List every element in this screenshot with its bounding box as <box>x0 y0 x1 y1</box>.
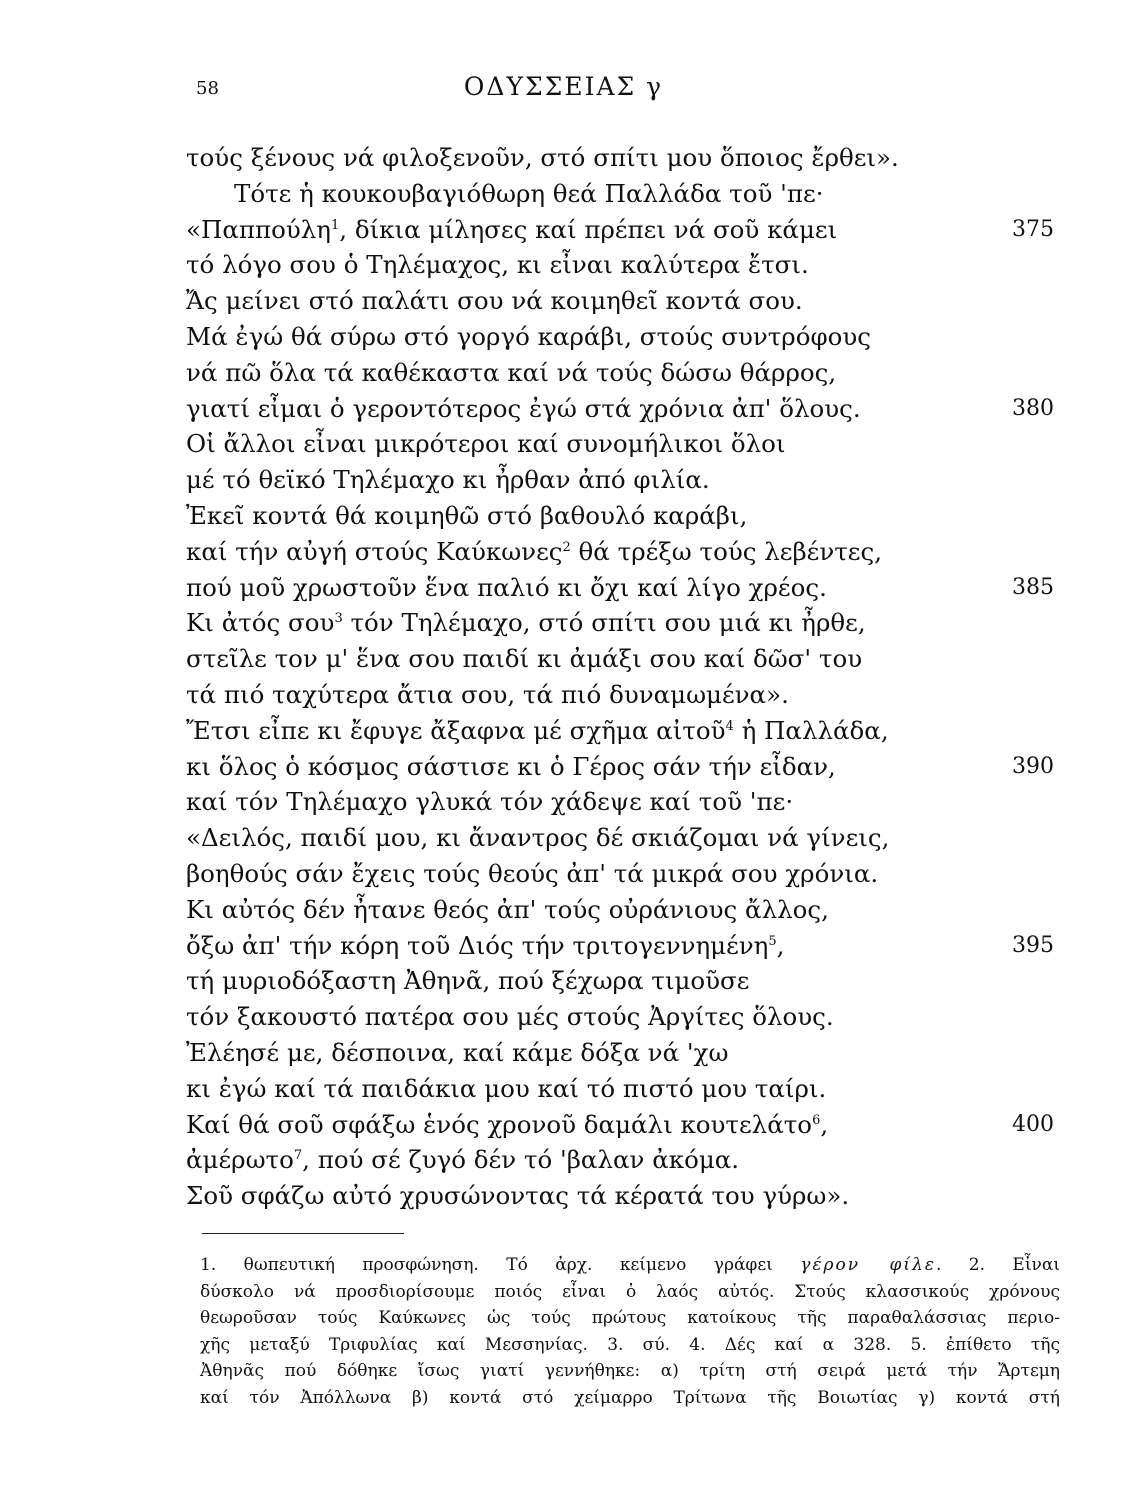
footnote-marker: 6 <box>812 1112 821 1128</box>
verse-text: Μά ἐγώ θά σύρω στό γοργό καράβι, στούς συντρόφους <box>186 321 871 351</box>
verse-text: ἀμέρωτο$^7$, πού σέ ζυγό δέν τό 'βαλαν ἀκόμα. <box>186 1145 740 1175</box>
verse-line <box>186 176 1066 212</box>
verse-line <box>186 892 1066 928</box>
verse-text: βοηθούς σάν ἔχεις τούς θεούς ἀπ' τά μικρά σου χρόνια. <box>186 858 879 888</box>
verse-line <box>186 355 1066 391</box>
footnote-marker: 2 <box>562 539 571 555</box>
line-number: 375 <box>1012 216 1054 242</box>
verse-text: τή μυριοδόξαστη Ἀθηνᾶ, πού ξέχωρα τιμοῦσε <box>186 966 750 996</box>
verse-line <box>186 498 1066 534</box>
footnote-line: θεωροῦσαν τούς Καύκωνες ὡς τούς πρώτους κατοίκους τῆς παραθαλάσσιας περιο- <box>200 1308 1060 1328</box>
verse-line <box>186 247 1066 283</box>
verse-text: τόν ξακουστό πατέρα σου μές στούς Ἀργίτες ὅλους. <box>186 1002 834 1032</box>
verse-line <box>186 319 1066 355</box>
verse-line <box>186 1035 1066 1071</box>
verse-line <box>186 820 1066 856</box>
footnote-marker: 3 <box>334 611 343 627</box>
verse-line <box>186 784 1066 820</box>
line-number: 395 <box>1012 932 1054 958</box>
verse-line <box>186 963 1066 999</box>
footnote-marker: 1 <box>330 217 340 233</box>
footnote-line: καί τόν Ἀπόλλωνα β) κοντά στό χείμαρρο Τρίτωνα τῆς Βοιωτίας γ) κοντά στή <box>200 1387 1060 1408</box>
verse-text: Καί θά σοῦ σφάξω ἑνός χρονοῦ δαμάλι κουτελάτο$^6$, <box>186 1109 829 1139</box>
verse-text: «Δειλός, παιδί μου, κι ἄναντρος δέ σκιάζομαι νά γίνεις, <box>186 823 890 853</box>
footnote-marker: 7 <box>293 1148 303 1164</box>
verse-text: Κι ἀτός σου$^3$ τόν Τηλέμαχο, στό σπίτι σου μιά κι ἦρθε, <box>186 608 866 638</box>
verse-line <box>186 1142 1066 1178</box>
verse-text: τούς ξένους νά φιλοξενοῦν, στό σπίτι μου ὅποιος ἔρθει». <box>186 143 899 172</box>
verse-text: Σοῦ σφάζω αὐτό χρυσώνοντας τά κέρατά του γύρω». <box>186 1181 850 1211</box>
verse-line <box>186 749 1066 785</box>
verse-text: γιατί εἶμαι ὁ γεροντότερος ἐγώ στά χρόνια ἀπ' ὅλους. <box>186 393 861 423</box>
verse-line <box>186 1178 1066 1214</box>
verse-text: πού μοῦ χρωστοῦν ἕνα παλιό κι ὄχι καί λίγο χρέος. <box>186 572 827 602</box>
footnote-line: δύσκολο νά προσδιορίσουμε ποιός εἶναι ὁ λαός αὐτός. Στούς κλασσικούς χρόνους <box>200 1281 1060 1302</box>
verse-text: Τότε ἡ κουκουβαγιόθωρη θεά Παλλάδα τοῦ 'πε· <box>234 178 824 208</box>
verse-text: Ἄς μείνει στό παλάτι σου νά κοιμηθεῖ κοντά σου. <box>186 286 803 316</box>
verse-text: «Παππούλη$^1$, δίκια μίλησες καί πρέπει νά σοῦ κάμει <box>186 214 838 244</box>
verse-text: Οἱ ἄλλοι εἶναι μικρότεροι καί συνομήλικοι ὅλοι <box>186 429 786 459</box>
verse-line <box>186 1071 1066 1107</box>
line-number: 380 <box>1012 395 1054 421</box>
verse-text: τό λόγο σου ὁ Τηλέμαχος, κι εἶναι καλύτερα ἔτσι. <box>186 250 809 280</box>
verse-line <box>186 462 1066 498</box>
verse-line <box>186 283 1066 319</box>
verse-line <box>186 534 1066 570</box>
verse-line <box>186 140 1066 176</box>
verse-text: μέ τό θεϊκό Τηλέμαχο κι ἦρθαν ἀπό φιλία. <box>186 465 710 495</box>
verse-line <box>186 856 1066 892</box>
verse-line <box>186 641 1066 677</box>
footnotes <box>200 1252 1060 1411</box>
footnote-marker: 5 <box>768 933 777 949</box>
verse-text: στεῖλε τον μ' ἕνα σου παιδί κι ἀμάξι σου καί δῶσ' του <box>186 644 863 674</box>
verse-text: Ἐκεῖ κοντά θά κοιμηθῶ στό βαθουλό καράβι, <box>186 500 748 530</box>
verse-text: Ἔτσι εἶπε κι ἔφυγε ἄξαφνα μέ σχῆμα αἰτοῦ$^4$ ἡ Παλλάδα, <box>186 715 889 745</box>
verse-text: Κι αὐτός δέν ἦτανε θεός ἀπ' τούς οὐράνιους ἄλλος, <box>186 894 829 924</box>
footnote-marker: 4 <box>725 718 734 734</box>
page-title: ΟΔΥΣΣΕΙΑΣ γ <box>463 72 664 101</box>
verse-text: ὄξω ἀπ' τήν κόρη τοῦ Διός τήν τριτογεννημένη$^5$, <box>186 930 785 960</box>
page-number: 58 <box>196 78 219 99</box>
line-number: 385 <box>1012 574 1054 600</box>
verse-line <box>186 677 1066 713</box>
footnote-line: χῆς μεταξύ Τριφυλίας καί Μεσσηνίας. 3. σύ. 4. Δές καί α 328. 5. ἐπίθετο τῆς <box>200 1334 1060 1355</box>
verse-line <box>186 605 1066 641</box>
verse-text: τά πιό ταχύτερα ἄτια σου, τά πιό δυναμωμένα». <box>186 679 789 709</box>
verse-line <box>186 570 1066 606</box>
footnote-divider <box>202 1233 404 1234</box>
verse-text: κι ἐγώ καί τά παιδάκια μου καί τό πιστό μου ταίρι. <box>186 1073 827 1103</box>
verse-text: καί τήν αὐγή στούς Καύκωνες$^2$ θά τρέξω τούς λεβέντες, <box>186 536 882 566</box>
line-number: 400 <box>1012 1111 1054 1137</box>
line-number: 390 <box>1012 753 1054 779</box>
footnote-line: Ἀθηνᾶς πού δόθηκε ἴσως γιατί γεννήθηκε: α) τρίτη στή σειρά μετά τήν Ἄρτεμη <box>200 1361 1060 1381</box>
verse-line <box>186 426 1066 462</box>
verse-line <box>186 928 1066 964</box>
verse-text: νά πῶ ὅλα τά καθέκαστα καί νά τούς δώσω θάρρος, <box>186 357 837 387</box>
verse-text: κι ὅλος ὁ κόσμος σάστισε κι ὁ Γέρος σάν τήν εἶδαν, <box>186 751 836 781</box>
poem-text <box>186 140 1066 1214</box>
verse-line <box>186 713 1066 749</box>
footnote-line: 1. θωπευτική προσφώνηση. Τό ἀρχ. κείμενο γράφει γέρον φίλε. 2. Εἶναι <box>200 1255 1060 1275</box>
verse-line <box>186 1107 1066 1143</box>
verse-text: καί τόν Τηλέμαχο γλυκά τόν χάδεψε καί τοῦ 'πε· <box>186 787 794 817</box>
verse-line <box>186 212 1066 248</box>
verse-line <box>186 999 1066 1035</box>
verse-text: Ἐλέησέ με, δέσποινα, καί κάμε δόξα νά 'χω <box>186 1037 729 1067</box>
verse-line <box>186 391 1066 427</box>
